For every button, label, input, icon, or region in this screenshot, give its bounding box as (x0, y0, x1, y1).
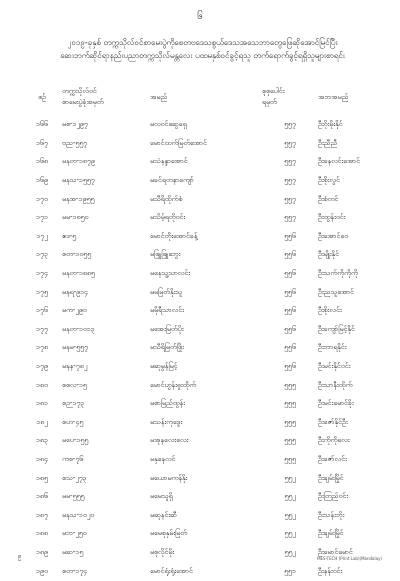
cell-father-name: ဦးသာနီးထိုက် (318, 380, 353, 389)
table-row (22, 488, 398, 507)
cell-roll-number: မနသ-၁၅၅၇ (62, 176, 95, 185)
table-row (22, 451, 398, 470)
cell-roll-number: စတ-၁၇၄ (62, 566, 88, 575)
cell-no: ၁၇၃ (36, 250, 48, 259)
table-row (22, 265, 398, 284)
cell-name: မမိုရီသာလင်း (150, 306, 184, 315)
cell-father-name: ဦးညီညီ (318, 138, 338, 147)
cell-total-marks: ၅၅၂ (284, 492, 296, 501)
table-row (22, 376, 398, 395)
cell-roll-number: မဘ-၂၅၀ (62, 529, 87, 538)
cell-roll-number: မမ-၅၅၅ (62, 492, 85, 501)
cell-name: မစုလိုင်မိုး (150, 547, 175, 556)
header-father-name: အဘအမည် (318, 92, 349, 101)
cell-name: မနေသူ့သာလင်း (150, 269, 191, 278)
cell-name: မမမြတ်နိုးသူ (150, 287, 183, 296)
cell-roll-number: မမ-၁၈၅၀ (62, 213, 89, 222)
cell-no: ၁၇၈ (36, 343, 48, 352)
cell-name: မအေးမြတ်ပိုး (150, 324, 184, 333)
cell-roll-number: မနတ-၁၀၁၃ (62, 324, 95, 333)
cell-no: ၁၈၉ (36, 547, 48, 556)
cell-father-name: ဦးစိုးလင်း (318, 306, 342, 315)
cell-name: မဖြူဖြူဘွေး (150, 250, 181, 259)
cell-roll-number: စစလ-၁၅ (62, 380, 87, 389)
cell-total-marks: ၅၅၇ (284, 120, 296, 129)
cell-no: ၁၈၈ (36, 529, 48, 538)
table-row (22, 228, 398, 247)
cell-no: ၁၈၁ (36, 399, 48, 408)
cell-roll-number: မပေ-၁၅၅ (62, 436, 89, 445)
cell-name: မသန်းကုဒ္ဒေး (150, 417, 182, 426)
cell-no: ၁၇၄ (36, 269, 48, 278)
table-row (22, 302, 398, 321)
table-row (22, 190, 398, 209)
cell-total-marks: ၅၅၂ (284, 473, 296, 482)
results-table (22, 78, 398, 581)
cell-roll-number: မနသ-၁၀၂၀ (62, 510, 95, 519)
cell-father-name: ဦးစိုးလွင် (318, 176, 340, 185)
cell-no: ၁၈၅ (36, 473, 48, 482)
cell-no: ၁၇၁ (36, 213, 48, 222)
cell-name: မဆုနင်းဆီ (150, 510, 177, 519)
table-row (22, 172, 398, 191)
cell-no: ၁၆၆ (36, 120, 48, 129)
header-roll-number (62, 78, 150, 116)
cell-name: မောင်ရုံးရုံးအောင် (150, 566, 193, 575)
cell-name: မသီရိမြတ်ဖြိုး (150, 343, 184, 352)
cell-total-marks: ၅၅၅ (284, 436, 296, 445)
cell-name: မအုနလေးလေး (150, 436, 189, 445)
page-number: ၆ (197, 11, 203, 22)
table-row (22, 506, 398, 525)
document-title (30, 36, 375, 62)
table-row (22, 209, 398, 228)
table-row (22, 562, 398, 581)
cell-father-name: ဦးဇော်လင်း (318, 454, 347, 463)
cell-father-name: ဦးသက်ကိုကိုကို (318, 269, 358, 278)
header-no: စဉ် (38, 92, 46, 101)
cell-roll-number: မနန-၇၈၂ (62, 362, 88, 371)
cell-father-name: ဦးဝိုးမိုးနိုင် (318, 120, 343, 129)
table-row (22, 432, 398, 451)
cell-father-name: ဦးမင်းနိုင်ဝင်း (318, 362, 351, 371)
cell-no: ၁၆၇ (36, 138, 48, 147)
cell-roll-number: စသ-၂၇၃ (62, 473, 87, 482)
cell-no: ၁၈၇ (36, 510, 48, 519)
cell-name: မသဲနန္ဒာအောင် (150, 157, 188, 166)
table-row (22, 414, 398, 433)
cell-roll-number: စတ-၁၀၅၅ (62, 250, 92, 259)
cell-name: မယောမကန်နိုး (150, 473, 188, 482)
table-row (22, 246, 398, 265)
table-row (22, 395, 398, 414)
cell-roll-number: မစ-၁၂၉၇ (62, 120, 88, 129)
cell-total-marks: ၅၅၇ (284, 138, 296, 147)
cell-roll-number: စဟ-၄၅ (62, 417, 84, 426)
cell-name: မဆုမွန်မြင့် (150, 362, 178, 371)
cell-name: မသီရိထိုက်စံ (150, 194, 183, 203)
cell-name: မနှနေလင် (150, 454, 176, 463)
header-total-marks (262, 78, 318, 116)
cell-total-marks: ၅၅၇ (284, 213, 296, 222)
cell-no: ၁၉၀ (36, 566, 48, 575)
cell-name: မသိမ့်ရတိုဝင်း (150, 213, 186, 222)
header-name: အမည် (150, 92, 168, 101)
cell-total-marks: ၅၅၆ (284, 306, 296, 315)
title-line-1: ၂၀၁၉-ခုနှစ် တက္ကသိုလ်ဝင်စာမေးပွဲကိုစေတဗဒေသစွယ်ဒေသအသေဘာတွေဖြေဆိုအောင်မြင်ပြီး (67, 38, 338, 47)
cell-no: ၁၇၉ (36, 362, 48, 371)
cell-father-name: ဦးနေလင်းအောင် (318, 157, 361, 166)
cell-father-name: ဦးထွန်းဝင်း (318, 213, 346, 222)
cell-father-name: ဦးသန်းဘိုး (318, 510, 345, 519)
cell-no: ၁၆၉ (36, 176, 48, 185)
table-header-row (22, 78, 398, 116)
table-row (22, 469, 398, 488)
cell-name: မခင်ရတနာကျော် (150, 176, 194, 185)
cell-no: ၁၇၂ (36, 231, 48, 240)
cell-total-marks: ၅၅၆ (284, 324, 296, 333)
cell-father-name: ဦးမောင်မောင် (318, 547, 353, 556)
cell-no: ၁၈၄ (36, 454, 48, 463)
cell-father-name: ဦးညသူအောင် (318, 287, 354, 296)
cell-name: မောင်ထက်မြတ်အောင် (150, 138, 207, 147)
header-roll-number-text: တက္ကသိုလ်ဝင် စာမေးပွဲခုံအမှတ် (62, 87, 104, 106)
cell-roll-number: မနရ-၉၁၄ (62, 287, 88, 296)
cell-no: ၁၇၅ (36, 287, 48, 296)
table-body (22, 116, 398, 581)
cell-name: မမေစုနှမ်းမြတ် (150, 529, 188, 538)
table-row (22, 321, 398, 340)
cell-total-marks: ၅၅၅ (284, 380, 296, 389)
cell-total-marks: ၅၅၅ (284, 454, 296, 463)
cell-roll-number: ဗည-၅၅၇ (62, 138, 88, 147)
cell-father-name: ဦးကျော်မြင့်နိုင် (318, 324, 355, 333)
cell-father-name: ဦးချမ်းမြိုင် (318, 473, 344, 482)
cell-no: ၁၇၀ (36, 194, 48, 203)
cell-no: ၁၈၃ (36, 436, 48, 445)
cell-total-marks: ၅၅၇ (284, 194, 296, 203)
table-row (22, 135, 398, 154)
header-total-marks-text: စုစုပေါင်း ရမှတ် (262, 87, 285, 106)
cell-name: မောင်ဟွန်းဓူးထိုက် (150, 380, 197, 389)
cell-roll-number: မက-၂၉၀ (62, 306, 87, 315)
cell-total-marks: ၅၅၇ (284, 157, 296, 166)
cell-father-name: ဦးစံတင် (318, 194, 339, 203)
cell-total-marks: ၅၅၂ (284, 510, 296, 519)
cell-father-name: ဦးအောင်ဝေ (318, 231, 349, 240)
table-row (22, 283, 398, 302)
cell-father-name: ဦးမင်းမောင်ခိုး (318, 399, 354, 408)
table-row (22, 339, 398, 358)
cell-roll-number: မနတ-၁၈၇၉ (62, 157, 95, 166)
cell-father-name: ဦးဇော်နိုင်ဦး (318, 417, 348, 426)
table-row (22, 358, 398, 377)
cell-father-name: ဦးတြည်ဝင်း (318, 492, 349, 501)
cell-roll-number: စဉ-၁၇၃ (62, 399, 85, 408)
cell-total-marks: ၅၅၆ (284, 287, 296, 296)
title-line-2: ဆေးဘက်ဆိုင်ရာနည်းပညာတက္ကသိုလ်မန္တလေး ပထမနှစ်ဝင်ခွင့်ရသူ တက်ရောက်ခွင့်ရရှိသူများစာရင်း (60, 51, 345, 60)
cell-total-marks: ၅၅၂ (284, 547, 296, 556)
cell-total-marks: ၅၅၇ (284, 176, 296, 185)
cell-no: ၁၈၀ (36, 380, 48, 389)
cell-total-marks: ၅၅၆ (284, 250, 296, 259)
cell-roll-number: မနအ-၁၉၅၅ (62, 194, 95, 203)
cell-no: ၁၇၆ (36, 306, 48, 315)
cell-name: မလဝင်ဆွေရှေ (150, 120, 187, 129)
cell-no: ၁၇၇ (36, 324, 48, 333)
cell-total-marks: ၅၅၅ (284, 417, 296, 426)
cell-roll-number: ကစ-၇၆ (62, 454, 84, 463)
footer-printer: MES-TECH (Print Lab)(Mandalay) (317, 556, 382, 561)
cell-father-name: ဦးချမ်းမြိုင် (318, 529, 344, 538)
table-row (22, 153, 398, 172)
cell-name: မစာမြည်ထွန်း (150, 399, 185, 408)
cell-no: ၁၈၂ (36, 417, 48, 426)
cell-father-name: ဦးကိုကိုလေး (318, 436, 350, 445)
cell-roll-number: ဧဒ-၅ (62, 231, 77, 240)
footer-mark: ၉ (18, 553, 22, 560)
table-row (22, 525, 398, 544)
cell-total-marks: ၅၅၅ (284, 399, 296, 408)
cell-father-name: ဦးနန်းဝင်း (318, 566, 343, 575)
cell-name: မောင်တိုးအောင်ခန့် (150, 231, 198, 240)
cell-no: ၁၈၆ (36, 492, 48, 501)
cell-total-marks: ၅၅၂ (284, 529, 296, 538)
cell-roll-number: မနမ-၅၅၇ (62, 343, 88, 352)
cell-total-marks: ၅၅၆ (284, 231, 296, 240)
cell-total-marks: ၅၅၁ (284, 566, 296, 575)
cell-no: ၁၆၈ (36, 157, 48, 166)
cell-name: မမေသူရှိ (150, 492, 173, 501)
cell-total-marks: ၅၅၆ (284, 362, 296, 371)
table-row (22, 116, 398, 135)
cell-total-marks: ၅၅၆ (284, 343, 296, 352)
cell-father-name: ဦးမျိုးနိုင် (318, 250, 340, 259)
cell-father-name: ဦးဘာရနိုင်း (318, 343, 347, 352)
cell-total-marks: ၅၅၆ (284, 269, 296, 278)
cell-roll-number: မဆ-၁၅ (62, 547, 84, 556)
cell-roll-number: မနတ-၁၈၈၅ (62, 269, 95, 278)
